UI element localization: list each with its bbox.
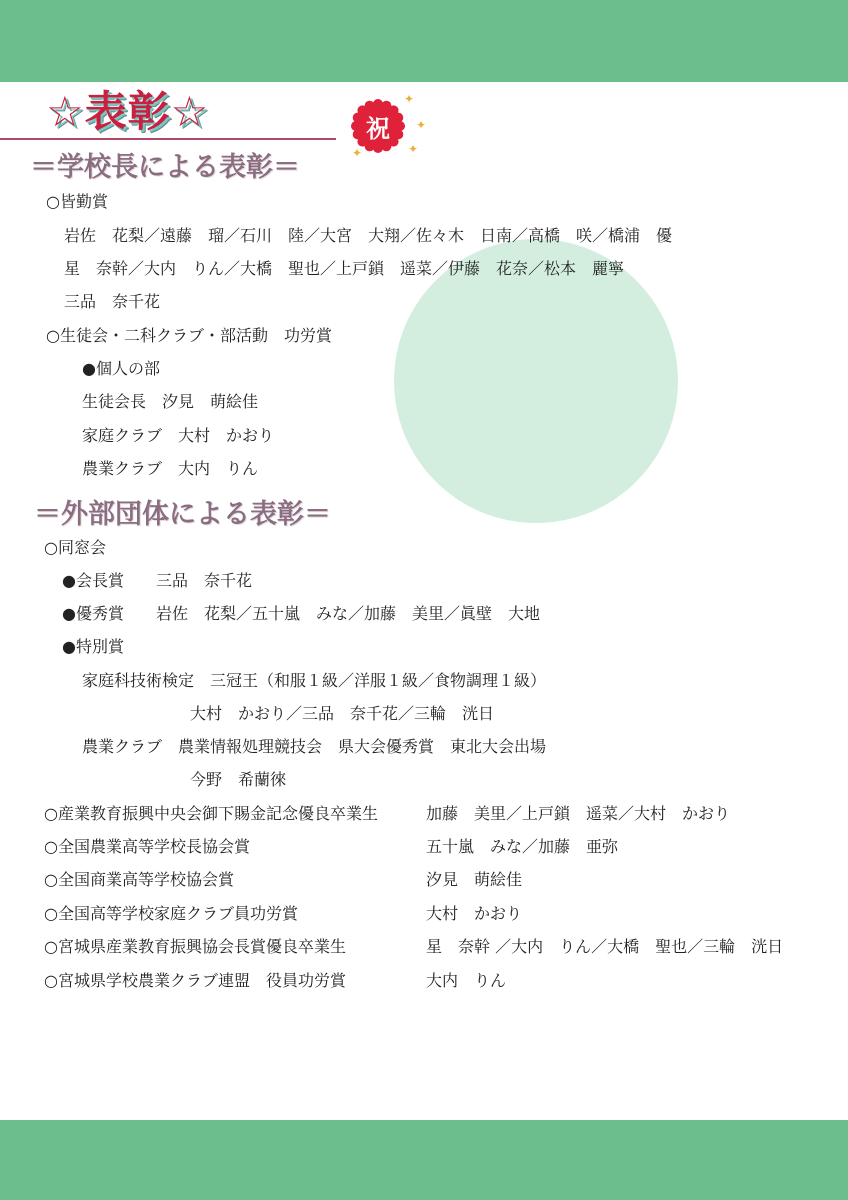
award-recipients: 汐見 萌絵佳	[426, 870, 523, 889]
award-name: ○宮城県学校農業クラブ連盟 役員功労賞	[44, 971, 346, 990]
award-recipients: 大内 りん	[426, 971, 507, 990]
recipient-line: ●会長賞 三品 奈千花	[62, 571, 252, 590]
award-recipients: 星 奈幹 ／大内 りん／大橋 聖也／三輪 洸日	[426, 937, 784, 956]
section-title-external-awards: ＝外部団体による表彰＝	[34, 499, 331, 530]
bottom-green-band	[0, 1120, 848, 1200]
top-green-band	[0, 0, 848, 82]
recipient-line: 岩佐 花梨／遠藤 瑠／石川 陸／大宮 大翔／佐々木 日南／高橋 咲／橋浦 優	[64, 226, 673, 245]
award-recipients: 大村 かおり	[426, 904, 523, 923]
sparkle-icon: ✦	[416, 118, 427, 132]
sparkle-icon: ✦	[404, 92, 415, 106]
award-name: ○産業教育振興中央会御下賜金記念優良卒業生	[44, 804, 378, 823]
recipient-line: 生徒会長 汐見 萌絵佳	[82, 392, 259, 411]
recipient-line: 家庭クラブ 大村 かおり	[82, 426, 275, 445]
award-name: ○宮城県産業教育振興協会長賞優良卒業生	[44, 937, 346, 956]
recipient-line: 農業クラブ 大内 りん	[82, 459, 259, 478]
award-name: ○全国農業高等学校長協会賞	[44, 837, 250, 856]
award-heading: ○同窓会	[44, 538, 106, 557]
award-recipients: 五十嵐 みな／加藤 亜弥	[426, 837, 619, 856]
page-title: ☆表彰☆	[46, 87, 210, 136]
recipient-line: 星 奈幹／大内 りん／大橋 聖也／上戸鎖 遥菜／伊藤 花奈／松本 麗寧	[64, 259, 625, 278]
award-name: ○全国高等学校家庭クラブ員功労賞	[44, 904, 298, 923]
recipient-line: 今野 希蘭徠	[190, 770, 287, 789]
sparkle-icon: ✦	[408, 142, 419, 156]
recipient-line: 大村 かおり／三品 奈千花／三輪 洸日	[190, 704, 495, 723]
award-heading: ○皆勤賞	[46, 192, 108, 211]
sub-heading: ●個人の部	[82, 359, 160, 378]
award-name: ○全国商業高等学校協会賞	[44, 870, 234, 889]
sparkle-icon: ✦	[352, 146, 363, 160]
badge-text: 祝	[366, 113, 390, 143]
recipient-line: 家庭科技術検定 三冠王（和服１級／洋服１級／食物調理１級）	[82, 671, 547, 690]
title-underline	[0, 138, 336, 140]
recipient-line: 三品 奈千花	[64, 292, 161, 311]
sub-heading: ●特別賞	[62, 637, 124, 656]
award-recipients: 加藤 美里／上戸鎖 遥菜／大村 かおり	[426, 804, 731, 823]
recipient-line: ●優秀賞 岩佐 花梨／五十嵐 みな／加藤 美里／眞壁 大地	[62, 604, 540, 623]
recipient-line: 農業クラブ 農業情報処理競技会 県大会優秀賞 東北大会出場	[82, 737, 547, 756]
decorative-circle	[394, 239, 678, 523]
section-title-principal-awards: ＝学校長による表彰＝	[30, 152, 300, 183]
award-heading: ○生徒会・二科クラブ・部活動 功労賞	[46, 326, 332, 345]
